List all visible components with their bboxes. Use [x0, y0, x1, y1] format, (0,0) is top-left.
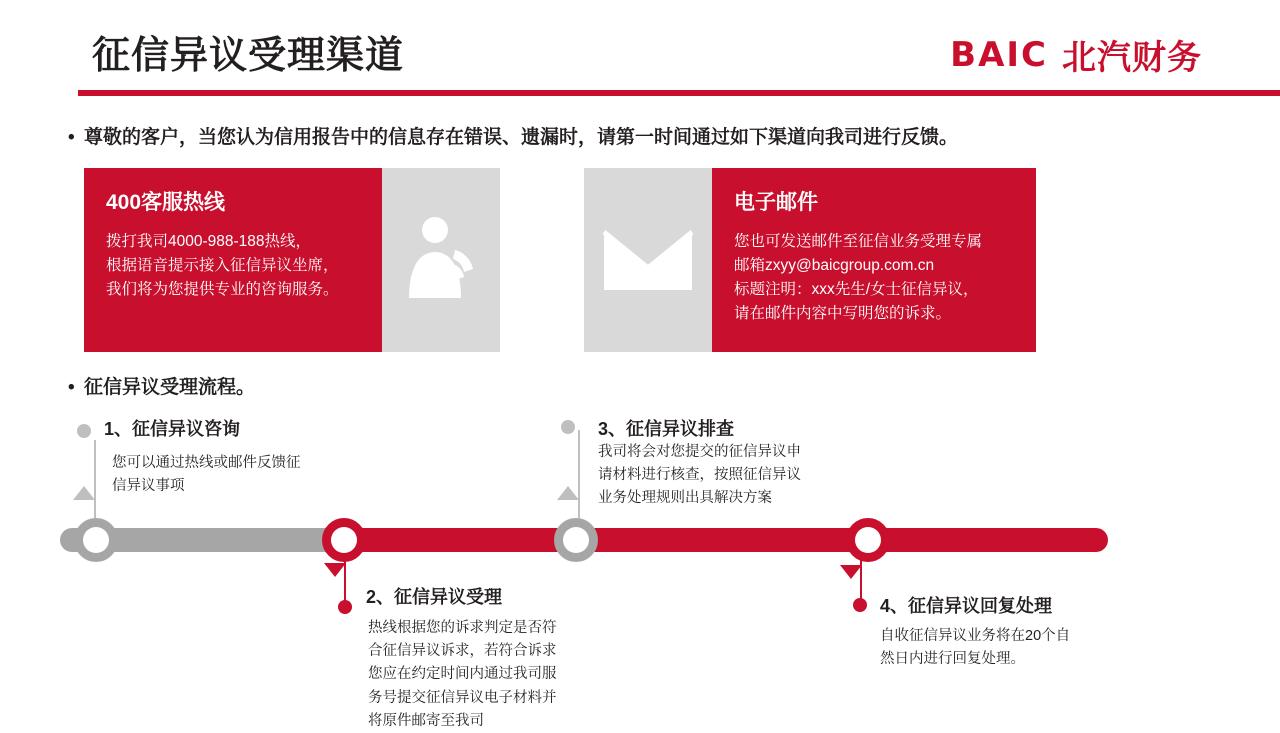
- step-1-line-1: 您可以通过热线或邮件反馈征: [112, 455, 301, 471]
- hotline-card: [84, 168, 500, 352]
- step-2-title: 2、征信异议受理: [366, 587, 503, 607]
- email-line-4: 请在邮件内容中写明您的诉求。: [734, 305, 952, 323]
- email-card-body: [734, 230, 1016, 326]
- header-divider-gap: [0, 90, 78, 96]
- email-card-heading: 电子邮件: [734, 191, 818, 214]
- hotline-card-body: [106, 230, 362, 302]
- step-4-line-2: 然日内进行回复处理。: [880, 651, 1025, 668]
- step-3-line-1: 我司将会对您提交的征信异议申: [598, 444, 801, 460]
- process-timeline: [60, 528, 1108, 552]
- step-3-marker-icon: [557, 486, 579, 500]
- envelope-icon: [602, 226, 694, 294]
- step-2-marker-icon: [324, 563, 346, 577]
- step-4-marker-icon: [840, 565, 862, 579]
- email-card-icon-panel: [584, 168, 712, 352]
- timeline-node-1: [74, 518, 118, 562]
- step-2-dot-icon: [338, 600, 352, 614]
- email-card: [584, 168, 1036, 352]
- timeline-node-3: [554, 518, 598, 562]
- step-3-line-2: 请材料进行核查，按照征信异议: [598, 467, 801, 484]
- process-bullet-icon: •: [68, 377, 75, 398]
- step-4-title: 4、征信异议回复处理: [880, 596, 1053, 616]
- email-line-2: 邮箱zxyy@baicgroup.com.cn: [734, 257, 935, 275]
- timeline-track-red: [340, 528, 1108, 552]
- header-divider-rule: [0, 90, 1280, 96]
- hotline-line-1: 拨打我司4000-988-188热线，: [106, 233, 312, 250]
- hotline-line-3: 我们将为您提供专业的咨询服务。: [106, 281, 339, 299]
- process-title-text: 征信异议受理流程。: [84, 377, 256, 398]
- intro-paragraph: [68, 122, 1248, 149]
- step-1-line-2: 信异议事项: [112, 478, 185, 495]
- step-3-stem: [578, 430, 580, 518]
- baic-wordmark-icon: BAIC: [950, 34, 1048, 75]
- step-2-line-1: 热线根据您的诉求判定是否符: [368, 620, 557, 636]
- step-4-body: [880, 625, 1070, 671]
- phone-icon: [395, 212, 487, 308]
- step-2-line-5: 将原件邮寄至我司: [368, 712, 484, 729]
- hotline-card-heading: 400客服热线: [106, 191, 226, 214]
- step-2-line-4: 务号提交征信异议电子材料并: [368, 689, 557, 706]
- timeline-node-2: [322, 518, 366, 562]
- process-section-title: [68, 372, 255, 399]
- email-card-content: [712, 168, 1036, 352]
- hotline-card-content: [84, 168, 382, 352]
- step-2-line-2: 合征信异议诉求，若符合诉求: [368, 643, 557, 660]
- step-1-stem: [94, 440, 96, 518]
- intro-bullet-icon: •: [68, 127, 75, 148]
- step-4-dot-icon: [853, 598, 867, 612]
- email-line-3: 标题注明：xxx先生/女士征信异议，: [734, 281, 979, 299]
- step-2-line-3: 您应在约定时间内通过我司服: [368, 666, 557, 683]
- brand-logo: [950, 30, 1202, 79]
- step-1-body: [112, 452, 301, 498]
- step-3-line-3: 业务处理规则出具解决方案: [598, 490, 772, 507]
- page-header: [0, 0, 1280, 96]
- step-4-line-1: 自收征信异议业务将在20个自: [880, 628, 1071, 644]
- step-3-body: [598, 441, 801, 511]
- step-1-marker-icon: [73, 486, 95, 500]
- step-2-body: [368, 617, 557, 733]
- timeline-node-4: [846, 518, 890, 562]
- step-3-dot-icon: [561, 420, 575, 434]
- brand-name-cn: 北汽财务: [1062, 39, 1202, 77]
- step-1-title: 1、征信异议咨询: [104, 419, 241, 439]
- page-title: 征信异议受理渠道: [92, 35, 405, 77]
- step-3-title: 3、征信异议排查: [598, 419, 735, 439]
- step-1-dot-icon: [77, 424, 91, 438]
- intro-text: 尊敬的客户，当您认为信用报告中的信息存在错误、遗漏时，请第一时间通过如下渠道向我司进行反馈。: [84, 127, 959, 148]
- hotline-card-icon-panel: [382, 168, 500, 352]
- hotline-line-2: 根据语音提示接入征信异议坐席，: [106, 257, 339, 275]
- email-line-1: 您也可发送邮件至征信业务受理专属: [734, 233, 983, 250]
